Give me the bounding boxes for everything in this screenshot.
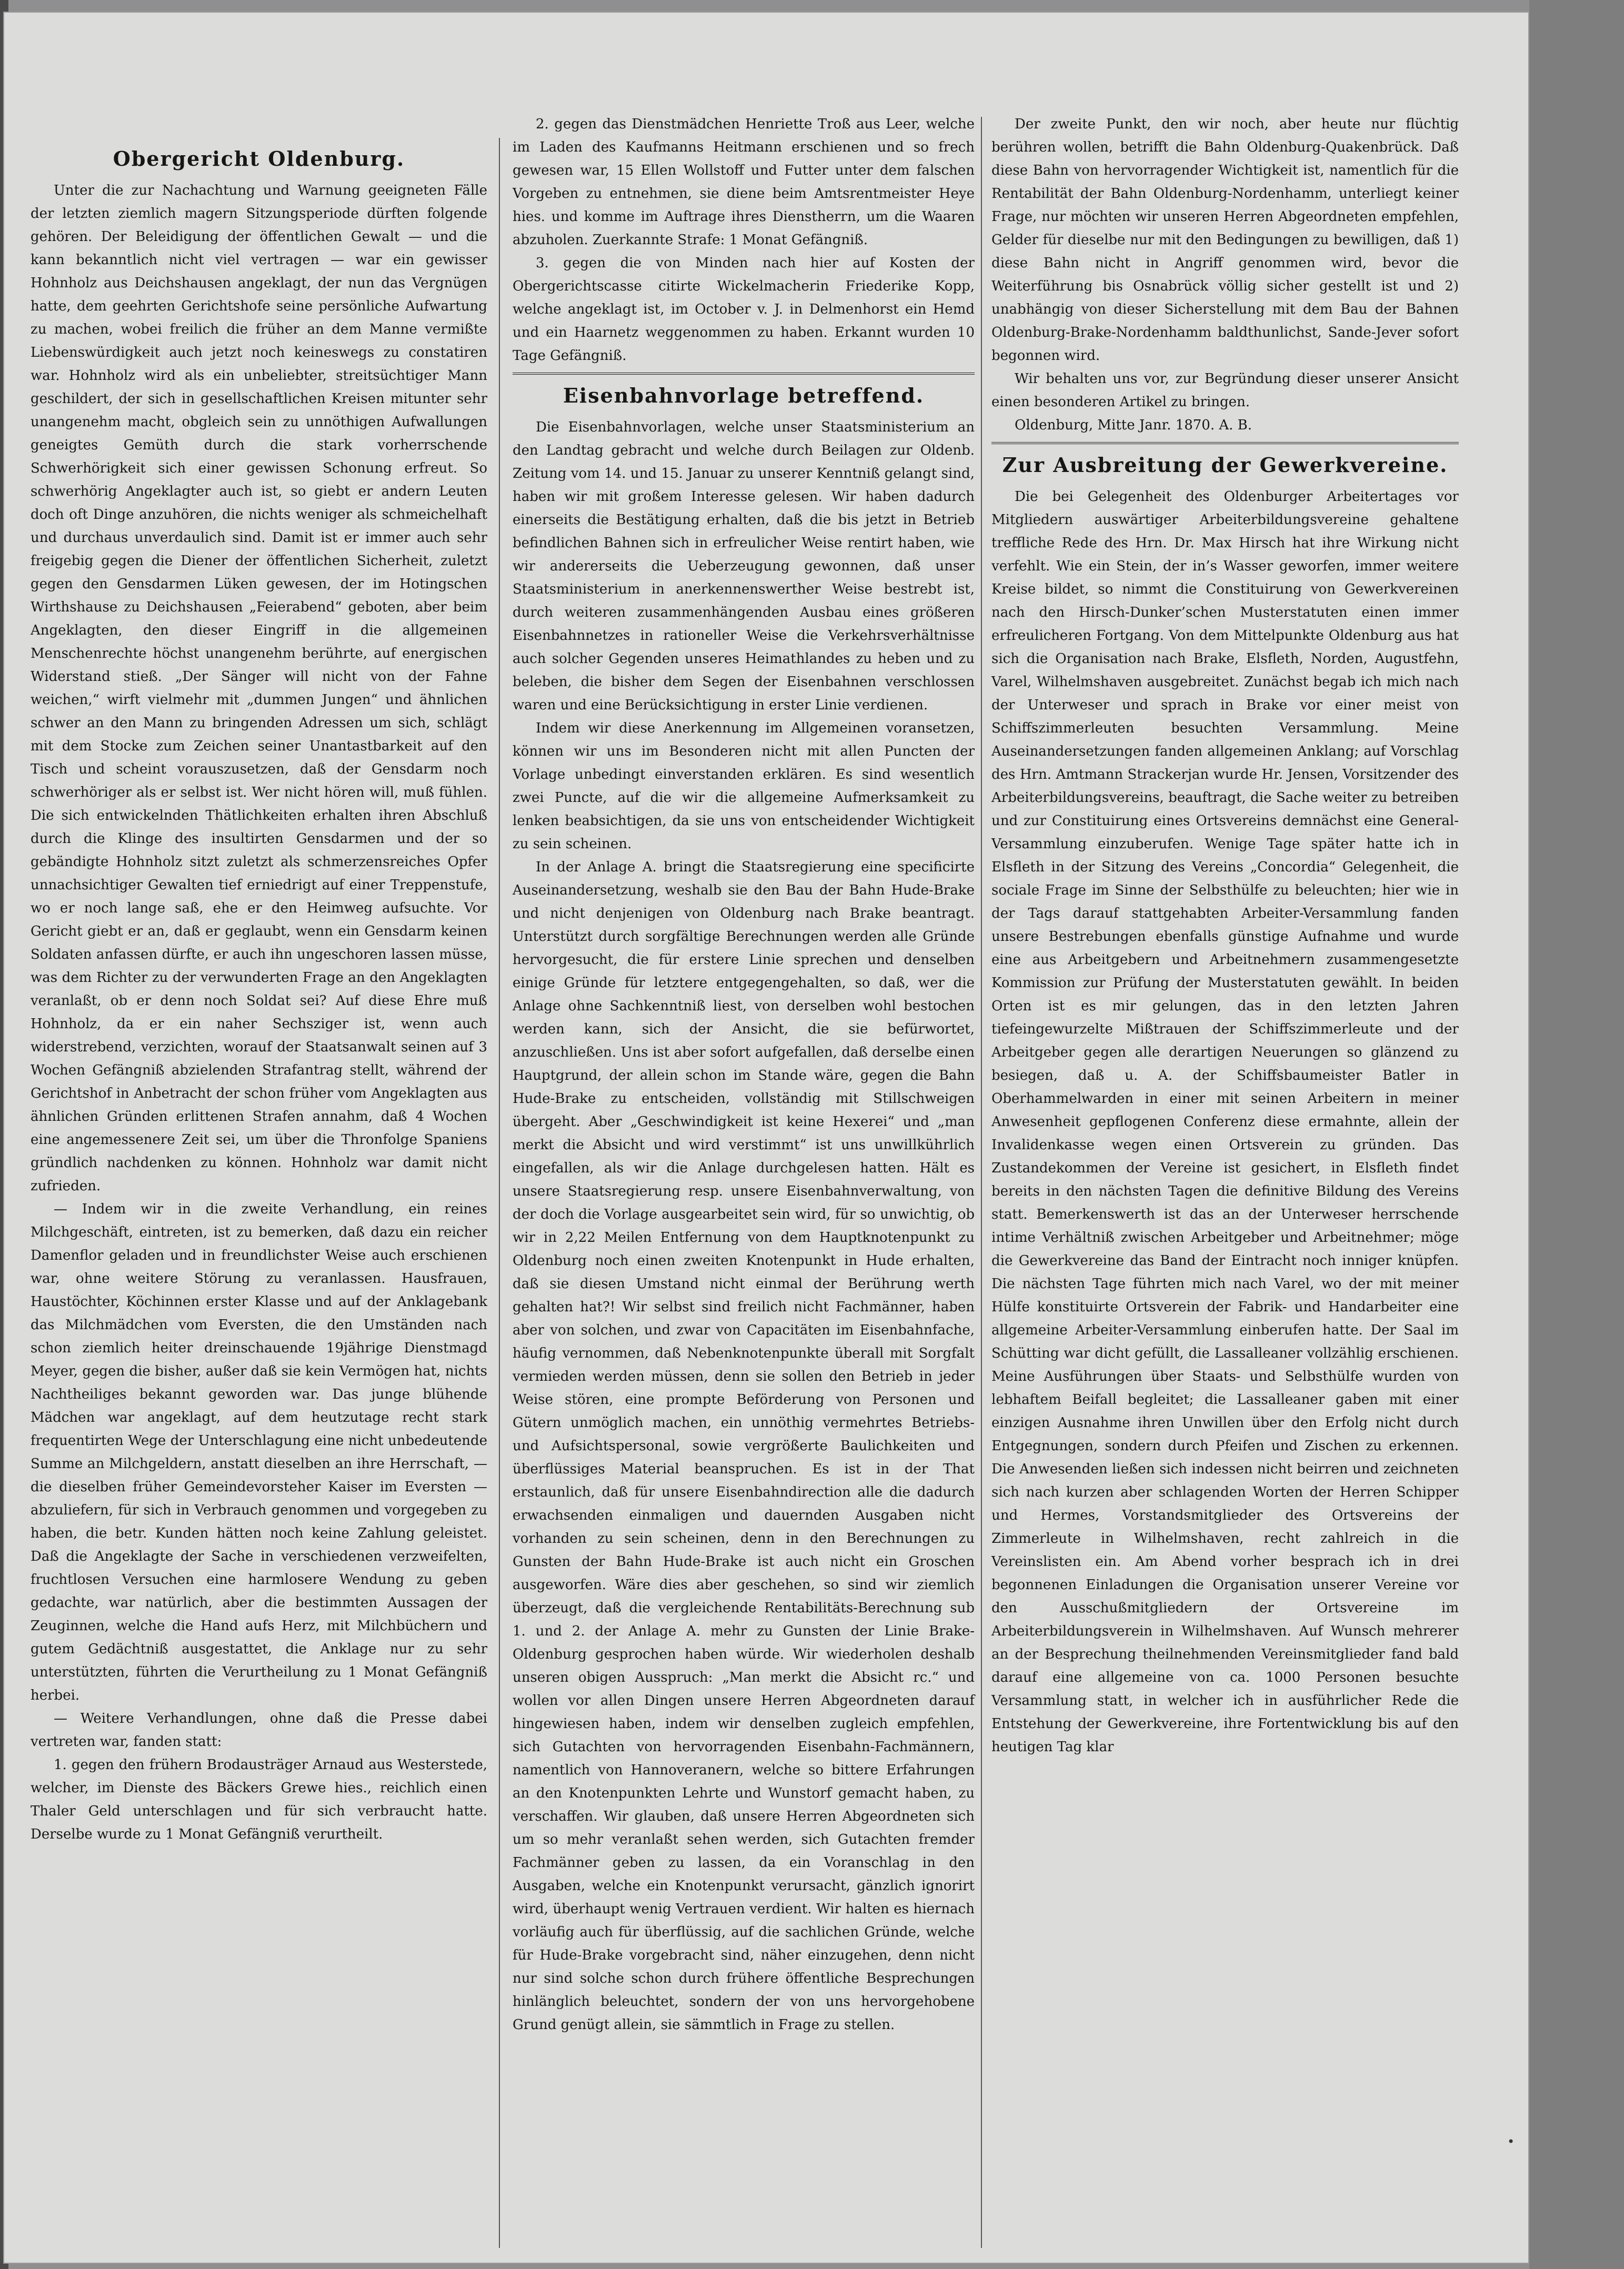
- column-2: [513, 113, 975, 2036]
- article-paragraph: — Indem wir in die zweite Verhandlung, ein reines Milchgeschäft, eintreten, ist zu bemerken, daß dazu ein reicher Damenflor geladen und in freundlichster Weise auch erschienen war, ohne weitere Störung zu veranlassen. Hausfrauen, Haustöchter, Köchinnen erster Klasse und auf der Anklagebank das Milchmädchen vom Eversten, die den Umständen nach schon ziemlich heiter dreinschauende 19jährige Dienstmagd Meyer, gegen die bisher, außer daß sie kein Vermögen hat, nichts Nachtheiliges bekannt geworden war. Das junge blühende Mädchen war angeklagt, auf dem heutzutage recht stark frequentirten Wege der Unterschlagung eine nicht unbedeutende Summe an Milchgeldern, anstatt dieselben an ihre Herrschaft, — die dieselben früher Gemeindevorsteher Kaiser im Eversten — abzuliefern, für sich in Verbrauch genommen und vorgegeben zu haben, die betr. Kunden hätten noch keine Zahlung geleistet. Daß die Angeklagte der Sache in verschiedenen verzweifelten, fruchtlosen Versuchen eine harmlosere Wendung zu geben gedachte, war natürlich, aber die bestimmten Aussagen der Zeuginnen, welche die Hand aufs Herz, mit Milchbüchern und gutem Gedächtniß ausgestattet, die Anklage nur zu sehr unterstützten, führten die Verurtheilung zu 1 Monat Gefängniß herbei.: [31, 1201, 487, 1703]
- scan-background: [1529, 0, 1624, 2269]
- column-3: [991, 113, 1459, 1759]
- newspaper-page: [3, 12, 1529, 2264]
- article-paragraph: Unter die zur Nachachtung und Warnung geeigneten Fälle der letzten ziemlich magern Sitzungsperiode dürften folgende gehören. Der Beleidigung der öffentlichen Gewalt — und die kann bekanntlich nicht viel vertragen — war ein gewisser Hohnholz aus Deichshausen angeklagt, der nun das Vergnügen hatte, dem geehrten Gerichtshofe seine persönliche Aufwartung zu machen, wobei freilich die früher an dem Manne vermißte Liebenswürdigkeit auch jetzt noch keineswegs zu constatiren war. Hohnholz wird als ein unbeliebter, streitsüchtiger Mann geschildert, der sich in gesellschaftlichen Kreisen mitunter sehr unangenehm macht, obgleich sein zu unnöthigen Aufwallungen geneigtes Gemüth durch die stark vorherrschende Schwerhörigkeit sich einer gewissen Schonung erfreut. So schwerhörig Angeklagter auch ist, so giebt er andern Leuten doch oft Dinge anzuhören, die nichts weniger als schmeichelhaft und durchaus unverdaulich sind. Damit ist er immer auch sehr freigebig gegen die Diener der öffentlichen Sicherheit, zuletzt gegen den Gensdarmen Lüken gewesen, der im Hotingschen Wirthshause zu Deichshausen „Feierabend“ geboten, aber beim Angeklagten, den dieser Eingriff in die allgemeinen Menschenrechte höchst unangenehm berührte, auf energischen Widerstand stieß. „Der Sänger will nicht von der Fahne weichen,“ wirft vielmehr mit „dummen Jungen“ und ähnlichen schwer an den Mann zu bringenden Adressen um sich, schlägt mit dem Stocke zum Zeichen seiner Unantastbarkeit auf den Tisch und scheint vorauszusetzen, daß der Gensdarm noch schwerhöriger als er selbst ist. Wer nicht hören will, muß fühlen. Die sich entwickelnden Thätlichkeiten erhalten ihren Abschluß durch die Klinge des insultirten Gensdarmen und der so gebändigte Hohnholz sitzt zuletzt als schmerzensreiches Opfer unnachsichtiger Gewalten tief erniedrigt auf einer Treppenstufe, wo er noch lange saß, ehe er den Heimweg aufsuchte. Vor Gericht giebt er an, daß er geglaubt, wenn ein Gensdarm keinen Soldaten anfassen dürfte, er auch ihn ungeschoren lassen müsse, was dem Richter zu der verwunderten Frage an den Angeklagten veranlaßt, ob er denn noch Soldat sei? Auf diese Ehre muß Hohnholz, da er ein naher Sechsziger ist, wenn auch widerstrebend, verzichten, worauf der Staatsanwalt seinen auf 3 Wochen Gefängniß abzielenden Strafantrag stellt, während der Gerichtshof in Anbetracht der schon früher vom Angeklagten aus ähnlichen Gründen erlittenen Strafen annahm, daß 4 Wochen eine angemessenere Zeit sei, um über die Thronfolge Spaniens gründlich nachdenken zu können. Hohnholz war damit nicht zufrieden.: [31, 183, 487, 1194]
- article-paragraph: Indem wir diese Anerkennung im Allgemeinen voransetzen, können wir uns im Besonderen nicht mit allen Puncten der Vorlage unbedingt einverstanden erklären. Es sind wesentlich zwei Puncte, auf die wir die allgemeine Aufmerksamkeit zu lenken beabsichtigen, da sie uns von entscheidender Wichtigkeit zu sein scheinen.: [513, 720, 975, 852]
- article-paragraph: Die bei Gelegenheit des Oldenburger Arbeitertages vor Mitgliedern auswärtiger Arbeiterbildungsvereine gehaltene treffliche Rede des Hrn. Dr. Max Hirsch hat ihre Wirkung nicht verfehlt. Wie ein Stein, der in’s Wasser geworfen, immer weitere Kreise bildet, so nimmt die Constituirung von Gewerkvereinen nach den Hirsch-Dunker’schen Musterstatuten einen immer erfreulicheren Fortgang. Von dem Mittelpunkte Oldenburg aus hat sich die Organisation nach Brake, Elsfleth, Norden, Augustfehn, Varel, Wilhelmshaven ausgebreitet. Zunächst begab ich mich nach der Unterweser und sprach in Brake vor einer meist von Schiffszimmerleuten besuchten Versammlung. Meine Auseinandersetzungen fanden allgemeinen Anklang; auf Vorschlag des Hrn. Amtmann Strackerjan wurde Hr. Jensen, Vorsitzender des Arbeiterbildungsvereins, beauftragt, die Sache weiter zu betreiben und zur Constituirung eines Ortsvereins demnächst eine General-Versammlung einzuberufen. Wenige Tage später hatte ich in Elsfleth in der Sitzung des Vereins „Concordia“ Gelegenheit, die sociale Frage im Sinne der Selbsthülfe zu beleuchten; hier wie in der Tags darauf stattgehabten Arbeiter-Versammlung fanden unsere Bestrebungen ebenfalls günstige Aufnahme und wurde eine aus Arbeitgebern und Arbeitnehmern zusammengesetzte Kommission zur Prüfung der Musterstatuten gewählt. In beiden Orten ist es mir gelungen, das in den letzten Jahren tiefeingewurzelte Mißtrauen der Schiffszimmerleute und der Arbeitgeber gegen alle derartigen Neuerungen so glänzend zu besiegen, daß u. A. der Schiffsbaumeister Batler in Oberhammelwarden in einer mit seinen Arbeitern in meiner Anwesenheit gepflogenen Conferenz diese ermahnte, allein der Invalidenkasse wegen einen Ortsverein zu gründen. Das Zustandekommen der Vereine ist gesichert, in Elsfleth findet bereits in den nächsten Tagen die definitive Bildung des Vereins statt. Bemerkenswerth ist das an der Unterweser herrschende intime Verhältniß zwischen Arbeitgeber und Arbeitnehmer; möge die Gewerkvereine das Band der Eintracht noch inniger knüpfen. Die nächsten Tage führten mich nach Varel, wo der mit meiner Hülfe konstituirte Ortsverein der Fabrik- und Handarbeiter eine allgemeine Arbeiter-Versammlung einberufen hatte. Der Saal im Schütting war dicht gefüllt, die Lassalleaner vollzählig erschienen. Meine Ausführungen über Staats- und Selbsthülfe wurden von lebhaftem Beifall begleitet; die Lassalleaner gaben mit einer einzigen Ausnahme ihren Unwillen über den Erfolg nicht durch Entgegnungen, sondern durch Pfeifen und Zischen zu erkennen. Die Anwesenden ließen sich indessen nicht beirren und zeichneten sich nach kurzen aber schlagenden Worten der Herren Schipper und Hermes, Vorstandsmitglieder des Ortsvereins der Zimmerleute in Wilhelmshaven, recht zahlreich in die Vereinslisten ein. Am Abend vorher besprach ich in drei begonnenen Einladungen die Organisation unserer Vereine vor den Ausschußmitgliedern der Ortsvereine im Arbeiterbildungsverein in Wilhelmshaven. Auf Wunsch mehrerer an der Besprechung theilnehmenden Vereinsmitglieder fand bald darauf eine allgemeine von ca. 1000 Personen besuchte Versammlung statt, in welcher ich in ausführlicher Rede die Entstehung der Gewerkvereine, ihre Fortentwicklung bis auf den heutigen Tag klar: [991, 489, 1459, 1755]
- section-rule: [991, 442, 1459, 444]
- article-paragraph: Die Eisenbahnvorlagen, welche unser Staatsministerium an den Landtag gebracht und welche durch Beilagen zur Oldenb. Zeitung vom 14. und 15. Januar zu unserer Kenntniß gelangt sind, haben wir mit großem Interesse gelesen. Wir haben dadurch einerseits die Bestätigung erhalten, daß die bis jetzt in Betrieb befindlichen Bahnen sich in erfreulicher Weise rentirt haben, wie wir andererseits die Ueberzeugung gewonnen, daß unser Staatsministerium in anerkennenswerther Weise bestrebt ist, durch weiteren zusammenhängenden Ausbau eines größeren Eisenbahnnetzes in rationeller Weise die Verkehrsverhältnisse auch solcher Gegenden unseres Heimathlandes zu heben und zu beleben, die bisher dem Segen der Eisenbahnen verschlossen waren und eine Berücksichtigung in erster Linie verdienen.: [513, 419, 975, 713]
- article-signature: Oldenburg, Mitte Janr. 1870. A. B.: [1015, 417, 1252, 433]
- article-title: Eisenbahnvorlage betreffend.: [563, 384, 925, 407]
- section-rule: [513, 373, 975, 375]
- article-paragraph: 2. gegen das Dienstmädchen Henriette Troß aus Leer, welche im Laden des Kaufmanns Heitmann erschienen und so frech gewesen war, 15 Ellen Wollstoff und Futter unter dem falschen Vorgeben zu entnehmen, sie diene beim Amtsrentmeister Heye hies. und komme im Auftrage ihres Dienstherrn, um die Waaren abzuholen. Zuerkannte Strafe: 1 Monat Gefängniß.: [513, 116, 975, 248]
- article-title: Zur Ausbreitung der Gewerkvereine.: [1002, 453, 1448, 477]
- article-paragraph: Der zweite Punkt, den wir noch, aber heute nur flüchtig berühren wollen, betrifft die Bahn Oldenburg-Quakenbrück. Daß diese Bahn von hervorragender Wichtigkeit ist, namentlich für die Rentabilität der Bahn Oldenburg-Nordenhamm, unterliegt keiner Frage, nur möchten wir unseren Herren Abgeordneten empfehlen, Gelder für dieselbe nur mit den Bedingungen zu bewilligen, daß 1) diese Bahn nicht in Angriff genommen wird, bevor die Weiterführung bis Osnabrück völlig sicher gestellt ist und 2) unabhängig von dieser Sicherstellung mit dem Bau der Bahnen Oldenburg-Brake-Nordenhamm baldthunlichst, Sande-Jever sofort begonnen wird.: [991, 116, 1459, 364]
- column-1: [31, 138, 487, 1846]
- article-paragraph: 3. gegen die von Minden nach hier auf Kosten der Obergerichtscasse citirte Wickelmacherin Friederike Kopp, welche angeklagt ist, im October v. J. in Delmenhorst ein Hemd und ein Haarnetz weggenommen zu haben. Erkannt wurden 10 Tage Gefängniß.: [513, 255, 975, 364]
- column-divider: [499, 138, 500, 2248]
- article-paragraph: In der Anlage A. bringt die Staatsregierung eine specificirte Auseinandersetzung, weshalb sie den Bau der Bahn Hude-Brake und nicht denjenigen von Oldenburg nach Brake beantragt. Unterstützt durch sorgfältige Berechnungen werden alle Gründe hervorgesucht, die für erstere Linie sprechen und denselben einige Gründe für letztere entgegengehalten, so daß, wer die Anlage ohne Sachkenntniß liest, von derselben wohl bestochen werden kann, sich der Ansicht, die sie befürwortet, anzuschließen. Uns ist aber sofort aufgefallen, daß derselbe einen Hauptgrund, der allein schon im Stande wäre, gegen die Bahn Hude-Brake zu entscheiden, vollständig mit Stillschweigen übergeht. Aber „Geschwindigkeit ist keine Hexerei“ und „man merkt die Absicht und wird verstimmt“ ist uns unwillkührlich eingefallen, als wir die Anlage durchgelesen hatten. Hält es unsere Staatsregierung resp. unsere Eisenbahnverwaltung, von der doch die Vorlage ausgearbeitet sein wird, für so unwichtig, ob wir in 2,22 Meilen Entfernung von dem Hauptknotenpunkt zu Oldenburg noch einen zweiten Knotenpunkt in Hude erhalten, daß sie diesen Umstand nicht einmal der Berührung werth gehalten hat?! Wir selbst sind freilich nicht Fachmänner, haben aber von solchen, und zwar von Capacitäten im Eisenbahnfache, häufig vernommen, daß Nebenknotenpunkte überall mit Sorgfalt vermieden werden müssen, denn sie sollen den Betrieb in jeder Weise stören, eine prompte Beförderung von Personen und Gütern unmöglich machen, ein unnöthig vermehrtes Betriebs- und Aufsichtspersonal, sowie vergrößerte Baulichkeiten und überflüssiges Material beanspruchen. Es ist in der That erstaunlich, daß für unsere Eisenbahndirection alle die dadurch erwachsenden einmaligen und dauernden Ausgaben nicht vorhanden zu sein scheinen, denn in den Berechnungen zu Gunsten der Bahn Hude-Brake ist auch nicht ein Groschen ausgeworfen. Wäre dies aber geschehen, so sind wir ziemlich überzeugt, daß die vergleichende Rentabilitäts-Berechnung sub 1. und 2. der Anlage A. mehr zu Gunsten der Linie Brake-Oldenburg gesprochen haben würde. Wir wiederholen deshalb unseren obigen Ausspruch: „Man merkt die Absicht rc.“ und wollen vor allen Dingen unsere Herren Abgeordneten darauf hingewiesen haben, indem wir denselben zugleich empfehlen, sich Gutachten von hervorragenden Eisenbahn-Fachmännern, namentlich von Hannoveranern, welche so bittere Erfahrungen an den Knotenpunkten Lehrte und Wunstorf gemacht haben, zu verschaffen. Wir glauben, daß unsere Herren Abgeordneten sich um so mehr veranlaßt sehen werden, sich Gutachten fremder Fachmänner geben zu lassen, da ein Voranschlag in den Ausgaben, welche ein Knotenpunkt verursacht, gänzlich ignorirt wird, überhaupt wenig Vertrauen verdient. Wir halten es hiernach vorläufig auch für überflüssig, auf die sachlichen Gründe, welche für Hude-Brake vorgebracht sind, näher einzugehen, denn nicht nur sind solche schon durch frühere öffentliche Besprechungen hinlänglich beleuchtet, sondern der von uns hervorgehobene Grund genügt allein, sie sämmtlich in Frage zu stellen.: [513, 859, 975, 2033]
- column-divider: [981, 117, 982, 2248]
- article-paragraph: — Weitere Verhandlungen, ohne daß die Presse dabei vertreten war, fanden statt:: [31, 1711, 487, 1750]
- article-paragraph: 1. gegen den frühern Brodausträger Arnaud aus Westerstede, welcher, im Dienste des Bäckers Grewe hies., reichlich einen Thaler Geld unterschlagen und für sich verbraucht hatte. Derselbe wurde zu 1 Monat Gefängniß verurtheilt.: [31, 1757, 487, 1842]
- article-paragraph: Wir behalten uns vor, zur Begründung dieser unserer Ansicht einen besonderen Artikel zu bringen.: [991, 371, 1459, 410]
- dust-speck: •: [1507, 2134, 1515, 2149]
- article-title: Obergericht Oldenburg.: [113, 147, 405, 170]
